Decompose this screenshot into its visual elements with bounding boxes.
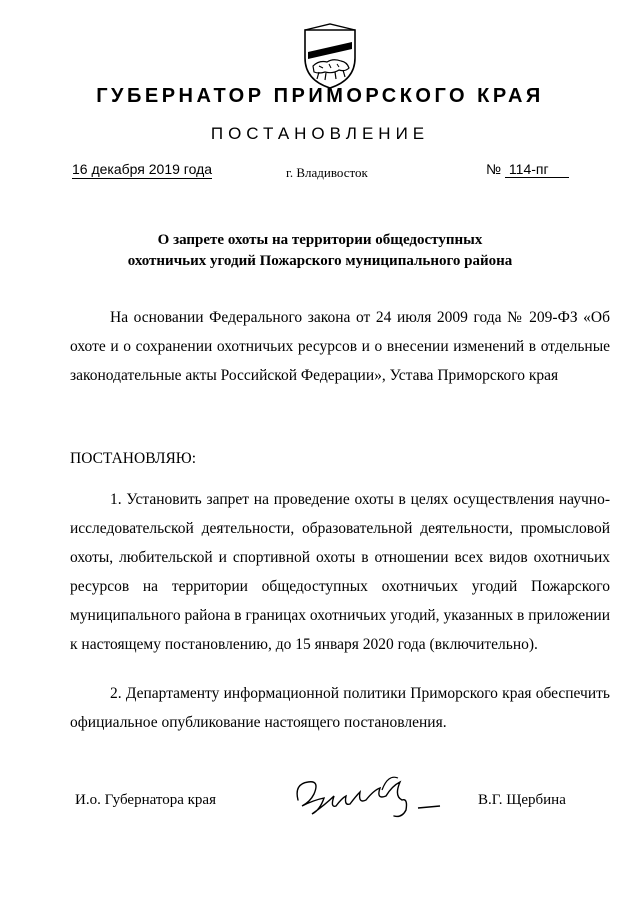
- handwritten-signature: [290, 770, 450, 825]
- number-value: 114-пг: [505, 161, 569, 178]
- title-line-1: О запрете охоты на территории общедоступных: [157, 232, 483, 248]
- document-number: [486, 161, 569, 178]
- number-prefix: №: [486, 161, 502, 177]
- document-title: [0, 230, 640, 272]
- preamble-paragraph: На основании Федерального закона от 24 июля 2009 года № 209-ФЗ «Об охоте и о сохранении охотничьих ресурсов и о внесении изменений в отдельные законодательные акты Российской Федерации», Устава Приморского края: [70, 309, 610, 384]
- item-2-paragraph: 2. Департаменту информационной политики Приморского края обеспечить официальное опубликование настоящего постановления.: [70, 685, 610, 731]
- document-city: г. Владивосток: [286, 165, 368, 180]
- coat-of-arms-emblem: [299, 22, 361, 90]
- document-date: 16 декабря 2019 года: [72, 161, 213, 177]
- authority-heading: ГУБЕРНАТОР ПРИМОРСКОГО КРАЯ: [96, 85, 544, 107]
- item-1-paragraph: 1. Установить запрет на проведение охоты в целях осуществления научно-исследовательской деятельности, образовательной деятельности, промысловой охоты, любительской и спортивной охоты в отношении всех видов охотничьих ресурсов на территории общедоступных охотничьих угодий Пожарского муниципального района в границах охотничьих угодий, указанных в приложении к настоящему постановлению, до 15 января 2020 года (включительно).: [70, 491, 610, 653]
- title-line-2: охотничьих угодий Пожарского муниципального района: [127, 253, 513, 269]
- signatory-name: В.Г. Щербина: [478, 792, 566, 808]
- document-type-heading: ПОСТАНОВЛЕНИЕ: [210, 124, 430, 143]
- decree-word: ПОСТАНОВЛЯЮ:: [70, 450, 197, 467]
- signatory-position: И.о. Губернатора края: [75, 792, 216, 808]
